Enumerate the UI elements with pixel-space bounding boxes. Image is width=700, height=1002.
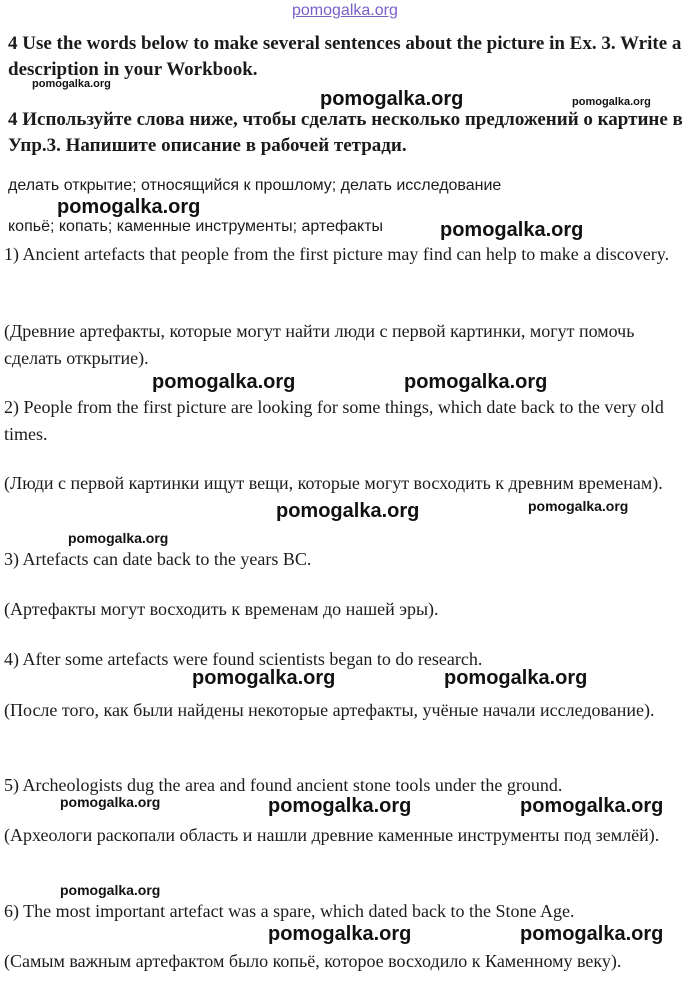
word-list-line-1: делать открытие; относящийся к прошлому; делать исследование	[8, 177, 502, 194]
answer-5-en: 5) Archeologists dug the area and found ancient stone tools under the ground.	[4, 775, 563, 795]
answer-6-ru: (Самым важным артефактом было копьё, которое восходило к Каменному веку).	[4, 951, 622, 971]
watermark: pomogalka.org	[57, 196, 201, 218]
watermark: pomogalka.org	[520, 923, 664, 945]
watermark: pomogalka.org	[276, 500, 420, 522]
answer-4-en: 4) After some artefacts were found scientists began to do research.	[4, 649, 483, 669]
exercise-title-en: 4 Use the words below to make several sentences about the picture in Ex. 3. Write a description in your Workbook.	[8, 33, 682, 80]
exercise-title-ru: 4 Используйте слова ниже, чтобы сделать несколько предложений о картине в Упр.3. Напишите описание в рабочей тетради.	[8, 109, 683, 156]
answer-2-ru: (Люди с первой картинки ищут вещи, которые могут восходить к древним временам).	[4, 473, 663, 493]
watermark: pomogalka.org	[152, 371, 296, 393]
watermark: pomogalka.org	[32, 78, 111, 90]
answer-2-en: 2) People from the first picture are looking for some things, which date back to the very old times.	[4, 397, 664, 444]
answer-4-ru: (После того, как были найдены некоторые артефакты, учёные начали исследование).	[4, 700, 655, 720]
watermark: pomogalka.org	[520, 795, 664, 817]
answer-1-en: 1) Ancient artefacts that people from the first picture may find can help to make a discovery.	[4, 244, 670, 264]
answer-3-en: 3) Artefacts can date back to the years BC.	[4, 549, 312, 569]
word-list-line-2: копьё; копать; каменные инструменты; артефакты	[8, 218, 384, 235]
watermark: pomogalka.org	[440, 219, 584, 241]
answer-6-en: 6) The most important artefact was a spare, which dated back to the Stone Age.	[4, 901, 575, 921]
watermark: pomogalka.org	[444, 667, 588, 689]
watermark: pomogalka.org	[268, 795, 412, 817]
watermark: pomogalka.org	[572, 96, 651, 108]
answer-3-ru: (Артефакты могут восходить к временам до нашей эры).	[4, 599, 439, 619]
watermark: pomogalka.org	[528, 498, 629, 514]
watermark: pomogalka.org	[60, 882, 161, 898]
watermark: pomogalka.org	[60, 794, 161, 810]
site-link[interactable]: pomogalka.org	[292, 2, 398, 19]
watermark: pomogalka.org	[268, 923, 412, 945]
watermark: pomogalka.org	[320, 88, 464, 110]
answer-1-ru: (Древние артефакты, которые могут найти люди с первой картинки, могут помочь сделать открытие).	[4, 321, 635, 368]
answer-5-ru: (Археологи раскопали область и нашли древние каменные инструменты под землёй).	[4, 825, 660, 845]
watermark: pomogalka.org	[68, 530, 169, 546]
watermark: pomogalka.org	[192, 667, 336, 689]
watermark: pomogalka.org	[404, 371, 548, 393]
